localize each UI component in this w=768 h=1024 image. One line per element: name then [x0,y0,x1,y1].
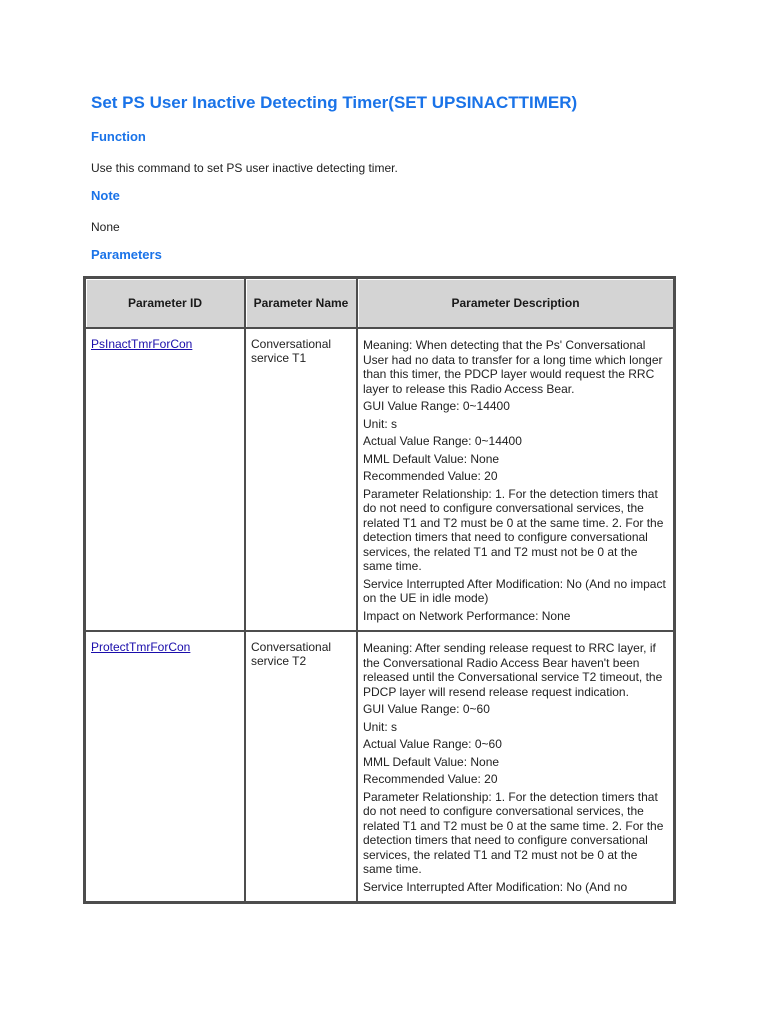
description-gui-range: GUI Value Range: 0~14400 [363,399,510,413]
description-actual-range: Actual Value Range: 0~14400 [363,434,522,448]
description-actual-range: Actual Value Range: 0~60 [363,737,502,751]
description-service-interrupted: Service Interrupted After Modification: No (And no [363,879,628,894]
parameter-id-link[interactable]: PsInactTmrForCon [91,337,193,351]
description-meaning: Meaning: When detecting that the Ps' Conversational User had no data to transfer for a long time which longer than this timer, the PDCP layer would request the RRC layer to release this Radio Access Bear. [363,338,663,396]
function-text: Use this command to set PS user inactive detecting timer. [91,161,398,175]
parameters-heading: Parameters [91,247,162,262]
cell-parameter-name: Conversational service T2 [245,631,357,902]
function-heading: Function [91,129,146,144]
cell-parameter-description [357,631,674,902]
description-network-impact: Impact on Network Performance: None [363,608,571,623]
cell-parameter-id [85,631,245,902]
parameter-id-link[interactable]: ProtectTmrForCon [91,640,191,654]
description-service-interrupted: Service Interrupted After Modification: No (And no impact on the UE in idle mode) [363,576,666,605]
parameters-table-container [83,276,676,918]
note-heading: Note [91,188,120,203]
description-default-value: MML Default Value: None [363,451,500,466]
table-header-row [85,278,674,328]
parameters-table [83,276,676,904]
description-meaning: Meaning: After sending release request to RRC layer, if the Conversational Radio Access Bear haven't been released until the Conversational service T2 timeout, the PDCP layer will resend release request indication. [363,641,663,699]
cell-parameter-description [357,328,674,631]
description-relationship: Parameter Relationship: 1. For the detection timers that do not need to configure conversational services, the related T1 and T2 must be 0 at the same time. 2. For the detection timers that need to configure conversational services, the related T1 and T2 must not be 0 at the same time. [363,486,664,573]
table-row [85,328,674,631]
description-default-value: MML Default Value: None [363,754,500,769]
description-unit: Unit: s [363,719,398,734]
cell-parameter-id [85,328,245,631]
header-parameter-description: Parameter Description [357,278,674,328]
description-recommended-value: Recommended Value: 20 [363,469,498,483]
description-recommended-value: Recommended Value: 20 [363,772,498,786]
cell-parameter-name: Conversational service T1 [245,328,357,631]
header-parameter-id: Parameter ID [85,278,245,328]
page-title: Set PS User Inactive Detecting Timer(SET UPSINACTTIMER) [91,93,578,112]
header-parameter-name: Parameter Name [245,278,357,328]
description-unit: Unit: s [363,416,398,431]
note-text: None [91,220,120,234]
description-relationship: Parameter Relationship: 1. For the detection timers that do not need to configure conversational services, the related T1 and T2 must be 0 at the same time. 2. For the detection timers that need to configure conversational services, the related T1 and T2 must not be 0 at the same time. [363,789,664,876]
description-gui-range: GUI Value Range: 0~60 [363,702,490,716]
table-row [85,631,674,902]
